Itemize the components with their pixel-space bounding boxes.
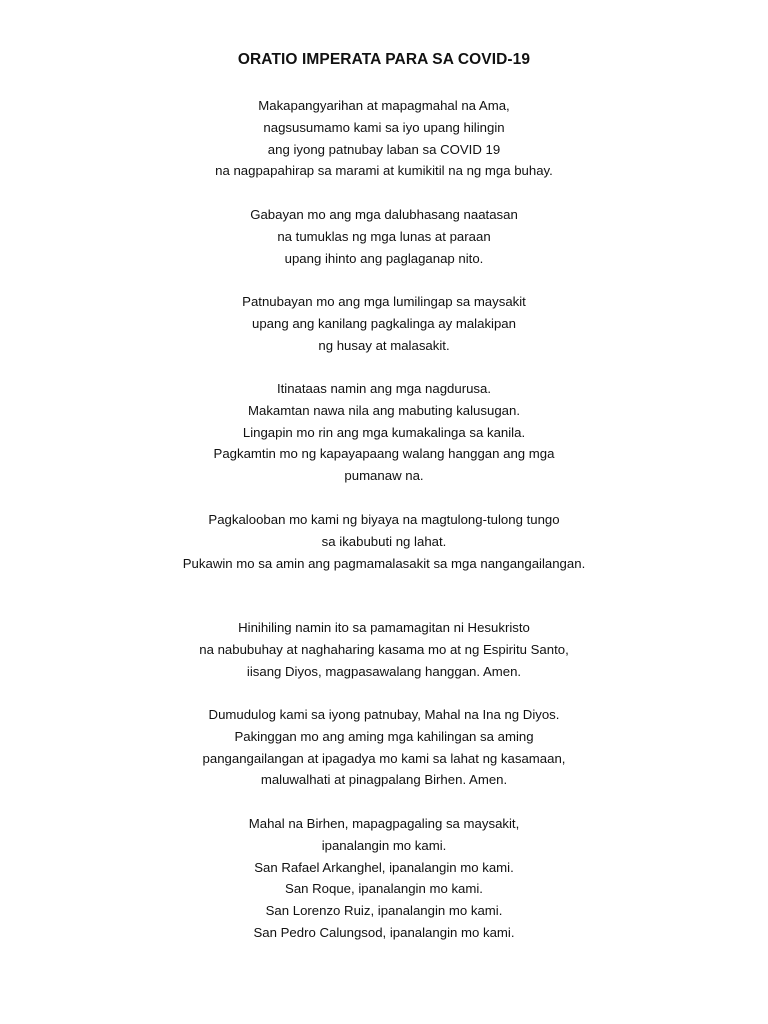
stanza-line: San Lorenzo Ruiz, ipanalangin mo kami. (265, 903, 503, 919)
stanza-line: Pagkalooban mo kami ng biyaya na magtulong-tulong tungo (208, 512, 560, 527)
stanza-line: maluwalhati at pinagpalang Birhen. Amen. (260, 772, 508, 788)
stanza-3 (0, 291, 768, 356)
stanza-4 (0, 378, 768, 487)
stanza-line: Patnubayan mo ang mga lumilingap sa maysakit (242, 294, 526, 309)
stanza-line: upang ihinto ang paglaganap nito. (284, 250, 484, 266)
stanza-line: San Roque, ipanalangin mo kami. (285, 881, 483, 897)
stanza-line: Lingapin mo rin ang mga kumakalinga sa kanila. (242, 424, 526, 440)
stanza-5 (0, 509, 768, 574)
stanza-line: na nabubuhay at naghaharing kasama mo at ng Espiritu Santo, (199, 641, 569, 657)
stanza-line: ipanalangin mo kami. (321, 837, 447, 853)
stanza-line: pumanaw na. (344, 468, 424, 484)
stanza-line: ng husay at malasakit. (318, 337, 450, 353)
stanza-line: San Pedro Calungsod, ipanalangin mo kami. (253, 924, 515, 940)
stanza-line: Makapangyarihan at mapagmahal na Ama, (258, 98, 510, 113)
stanza-line: Makamtan nawa nila ang mabuting kalusugan. (248, 402, 520, 418)
stanza-line: San Rafael Arkanghel, ipanalangin mo kami. (254, 859, 514, 875)
stanza-8 (0, 813, 768, 944)
stanza-line: na tumuklas ng mga lunas at paraan (277, 228, 491, 244)
stanza-line: Hinihiling namin ito sa pamamagitan ni Hesukristo (238, 620, 530, 635)
stanza-line: Pakinggan mo ang aming mga kahilingan sa aming (234, 728, 534, 744)
stanza-line: na nagpapahirap sa marami at kumikitil na ng mga buhay. (215, 163, 553, 179)
document-title: ORATIO IMPERATA PARA SA COVID-19 (237, 51, 531, 68)
stanza-line: upang ang kanilang pagkalinga ay malakipan (252, 315, 516, 331)
stanza-line: Pukawin mo sa amin ang pagmamalasakit sa mga nangangailangan. (182, 555, 586, 571)
stanza-line: ang iyong patnubay laban sa COVID 19 (267, 141, 501, 157)
stanza-line: pangangailangan at ipagadya mo kami sa lahat ng kasamaan, (202, 750, 566, 766)
stanza-6 (0, 617, 768, 682)
stanza-2 (0, 204, 768, 269)
stanza-line: iisang Diyos, magpasawalang hanggan. Amen. (246, 663, 522, 679)
stanza-line: nagsusumamo kami sa iyo upang hilingin (263, 119, 505, 135)
stanza-line: sa ikabubuti ng lahat. (321, 533, 447, 549)
stanza-line: Mahal na Birhen, mapagpagaling sa maysakit, (248, 816, 520, 831)
stanza-line: Pagkamtin mo ng kapayapaang walang hanggan ang mga (213, 446, 555, 462)
stanza-line: Dumudulog kami sa iyong patnubay, Mahal na Ina ng Diyos. (208, 707, 560, 722)
stanza-line: Itinataas namin ang mga nagdurusa. (276, 381, 492, 396)
stanza-7 (0, 704, 768, 791)
stanza-1 (0, 95, 768, 182)
stanza-line: Gabayan mo ang mga dalubhasang naatasan (250, 207, 518, 222)
